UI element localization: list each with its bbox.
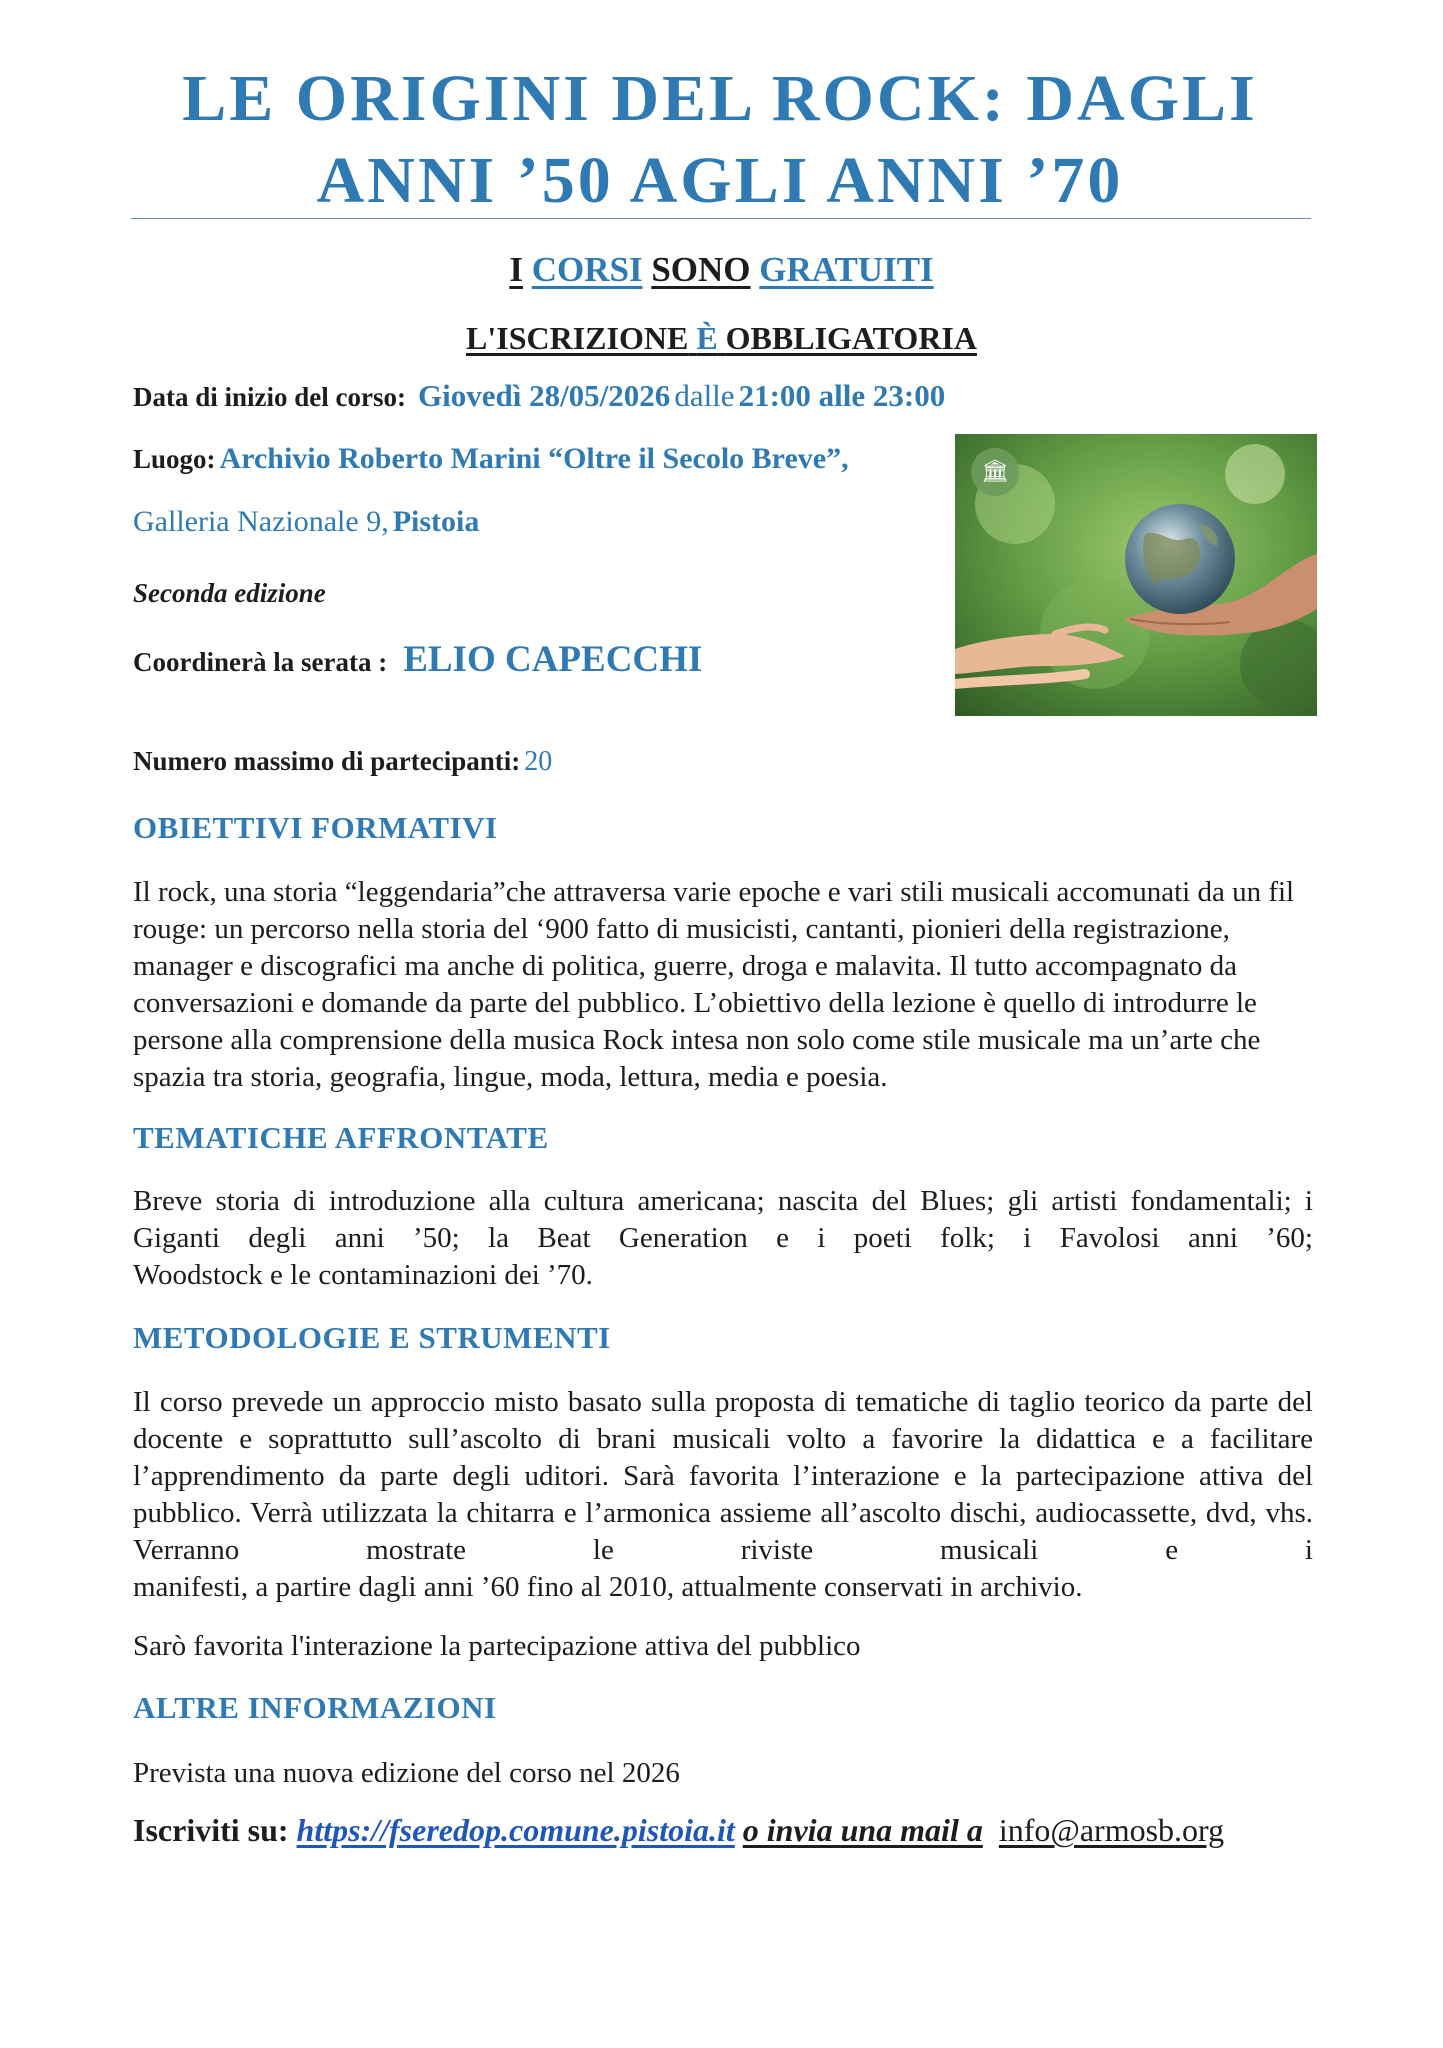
altre-text: Prevista una nuova edizione del corso nel 2026: [133, 1757, 680, 1789]
place-city: Pistoia: [392, 505, 480, 538]
place-name: Archivio Roberto Marini “Oltre il Secolo Breve”,: [219, 442, 849, 475]
signup-email-link[interactable]: info@armosb.org: [998, 1812, 1225, 1848]
tematiche-body: Breve storia di introduzione alla cultura americana; nascita del Blues; gli artisti fondamentali; i Giganti degli anni ’50; la Beat Generation e i poeti folk; i Favolosi anni ’60;: [133, 1185, 1313, 1254]
signup-label: Iscriviti su:: [133, 1812, 289, 1848]
metodologie-last-line: manifesti, a partire dagli anni ’60 fino al 2010, attualmente conservati in archivio.: [133, 1571, 1083, 1603]
coordinator-row: [133, 638, 702, 681]
banner-word-sono: SONO: [651, 250, 751, 289]
title-divider: [131, 218, 1311, 219]
place-street: Galleria Nazionale 9,: [133, 505, 389, 538]
registration-required-banner: [0, 320, 1443, 357]
page-title-line-1: LE ORIGINI DEL ROCK: DAGLI: [182, 62, 1258, 135]
start-date-label: Data di inizio del corso:: [133, 382, 406, 412]
tematiche-last-line: Woodstock e le contaminazioni dei ’70.: [133, 1259, 593, 1291]
coordinator-name: ELIO CAPECCHI: [403, 639, 703, 680]
note-text: Sarò favorita l'interazione la partecipazione attiva del pubblico: [133, 1630, 861, 1662]
page-title-line-2: ANNI ’50 AGLI ANNI ’70: [316, 144, 1124, 217]
banner-word-corsi: CORSI: [531, 250, 643, 289]
edition-text: Seconda edizione: [133, 578, 326, 608]
globe-hands-photo: [955, 434, 1317, 716]
coordinator-label: Coordinerà la serata :: [133, 647, 388, 677]
banner-obbligatoria: OBBLIGATORIA: [725, 320, 977, 356]
obiettivi-text: Il rock, una storia “leggendaria”che attraversa varie epoche e vari stili musicali accomunati da un fil rouge: un percorso nella storia del ‘900 fatto di musicisti, cantanti, pionieri della registrazione, manager e discografici ma anche di politica, guerre, droga e malavita. Il tutto accompagnato da conversazioni e domande da parte del pubblico. L’obiettivo della lezione è quello di introdurre le persone alla comprensione della musica Rock intesa non solo come stile musicale ma un’arte che spazia tra storia, geografia, lingue, moda, lettura, media e poesia.: [133, 876, 1295, 1093]
tematiche-text: [133, 1183, 1313, 1294]
signup-url-link[interactable]: https://fseredop.comune.pistoia.it: [296, 1812, 735, 1848]
metodologie-heading: METODOLOGIE E STRUMENTI: [133, 1320, 611, 1355]
free-courses-banner: [0, 250, 1443, 290]
signup-row: [133, 1812, 1224, 1849]
altre-heading: ALTRE INFORMAZIONI: [133, 1690, 497, 1725]
address-row: [133, 505, 479, 539]
start-date-day: Giovedì 28/05/2026: [417, 378, 671, 413]
tematiche-heading: TEMATICHE AFFRONTATE: [133, 1120, 549, 1155]
max-participants-label: Numero massimo di partecipanti:: [133, 746, 521, 776]
start-date-row: [133, 378, 945, 414]
metodologie-body: Il corso prevede un approccio misto basato sulla proposta di tematiche di taglio teorico da parte del docente e soprattutto sull’ascolto di brani musicali volto a favorire la didattica e a facilitare l’apprendimento da parte degli uditori. Sarà favorita l’interazione e la partecipazione attiva del pubblico. Verrà utilizzata la chitarra e l’armonica assieme all’ascolto dischi, audiocassette, dvd, vhs. Verranno mostrate le riviste musicali e i: [133, 1386, 1313, 1566]
place-row: [133, 442, 849, 476]
signup-middle-text: o invia una mail a: [742, 1812, 983, 1848]
start-date-dalle: dalle: [674, 378, 735, 413]
max-participants-value: 20: [524, 746, 553, 777]
metodologie-text: [133, 1384, 1313, 1606]
page-title: [130, 58, 1310, 222]
banner-e: È: [696, 320, 718, 356]
max-participants-row: [133, 746, 552, 778]
banner-word-i: I: [509, 250, 523, 289]
banner-iscrizione: L'ISCRIZIONE: [466, 320, 689, 356]
place-label: Luogo:: [133, 444, 216, 474]
obiettivi-heading: OBIETTIVI FORMATIVI: [133, 810, 498, 845]
start-date-time: 21:00 alle 23:00: [738, 378, 946, 413]
museum-icon: 🏛: [981, 459, 1009, 484]
banner-word-gratuiti: GRATUITI: [759, 250, 934, 289]
